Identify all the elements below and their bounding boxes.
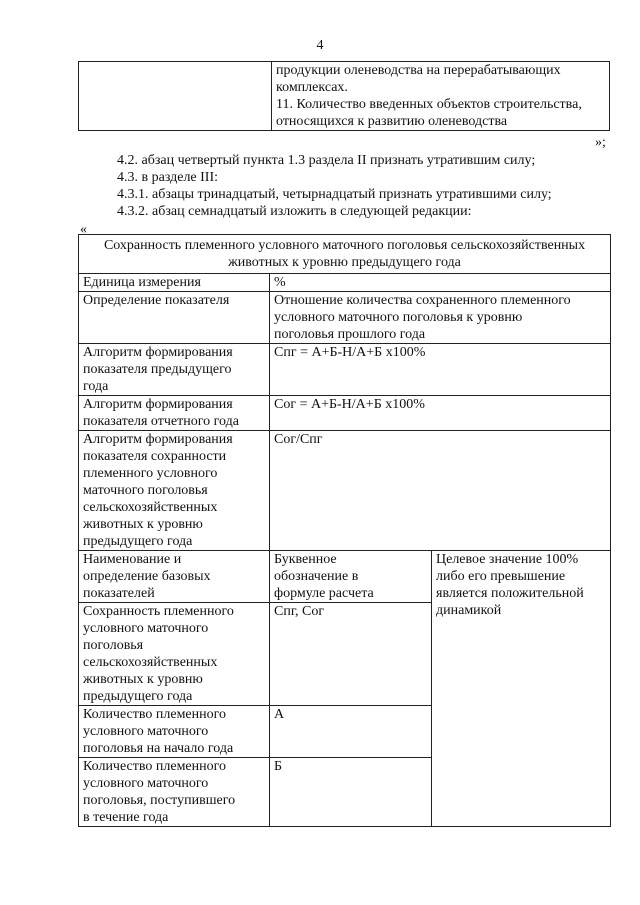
table-row — [79, 431, 611, 551]
text-line: Целевое значение 100% — [436, 552, 579, 567]
text-line: относящихся к развитию оленеводства — [276, 114, 508, 129]
text-line: Алгоритм формирования — [83, 345, 233, 360]
text-line: формуле расчета — [274, 586, 374, 601]
continued-table-left-cell — [79, 62, 272, 131]
row-value — [270, 292, 611, 344]
indicator-title-line: животных к уровню предыдущего года — [228, 255, 461, 270]
text-line: условного маточного — [83, 621, 209, 636]
text-line: Спг, Сог — [274, 604, 325, 619]
text-line: года — [83, 379, 109, 394]
text-line: Наименование и — [83, 552, 182, 567]
row-value — [270, 396, 611, 431]
row-value — [270, 274, 611, 292]
text-line: маточного поголовья — [83, 483, 208, 498]
text-line: племенного условного — [83, 466, 218, 481]
text-line: показателя предыдущего — [83, 362, 232, 377]
text-line: Количество племенного — [83, 759, 227, 774]
text-line: обозначение в — [274, 569, 359, 584]
text-line: 11. Количество введенных объектов строительства, — [276, 97, 582, 112]
text-line: комплексах. — [276, 80, 348, 95]
base-row-name — [79, 603, 270, 706]
base-indicators-header-row — [79, 551, 611, 603]
target-value-cell — [432, 551, 611, 827]
base-row-symbol — [270, 758, 432, 827]
text-line: показателей — [83, 586, 155, 601]
base-header-symbol — [270, 551, 432, 603]
text-line: продукции оленеводства на перерабатывающих — [276, 63, 561, 78]
row-label — [79, 396, 270, 431]
closing-quote: »; — [595, 135, 606, 150]
indicator-table — [78, 234, 611, 827]
table-row — [79, 274, 611, 292]
row-value — [270, 344, 611, 396]
table-row — [79, 292, 611, 344]
text-line: Сог/Спг — [274, 432, 323, 447]
text-line: является положительной — [436, 586, 584, 601]
text-line: Алгоритм формирования — [83, 397, 233, 412]
base-row-symbol — [270, 706, 432, 758]
paragraph-4-3-1: 4.3.1. абзацы тринадцатый, четырнадцатый признать утратившими силу; — [117, 187, 552, 202]
text-line: Сохранность племенного — [83, 604, 234, 619]
text-line: Спг = А+Б-Н/А+Б х100% — [274, 345, 426, 360]
text-line: поголовья прошлого года — [274, 327, 426, 342]
text-line: Буквенное — [274, 552, 337, 567]
text-line: Определение показателя — [83, 293, 230, 308]
row-label — [79, 274, 270, 292]
text-line: показателя отчетного года — [83, 414, 239, 429]
text-line: Количество племенного — [83, 707, 227, 722]
text-line: Единица измерения — [83, 275, 201, 290]
text-line: в течение года — [83, 810, 169, 825]
text-line: поголовья на начало года — [83, 741, 234, 756]
paragraph-4-3-2: 4.3.2. абзац семнадцатый изложить в следующей редакции: — [117, 204, 472, 219]
base-row-symbol — [270, 603, 432, 706]
text-line: животных к уровню — [83, 517, 203, 532]
table-row — [79, 396, 611, 431]
paragraph-4-2: 4.2. абзац четвертый пункта 1.3 раздела II признать утратившим силу; — [117, 153, 536, 168]
text-line: Сог = А+Б-Н/А+Б х100% — [274, 397, 425, 412]
paragraph-4-3: 4.3. в разделе III: — [117, 170, 219, 185]
text-line: показателя сохранности — [83, 449, 227, 464]
text-line: животных к уровню — [83, 672, 203, 687]
base-header-name — [79, 551, 270, 603]
text-line: определение базовых — [83, 569, 211, 584]
row-value — [270, 431, 611, 551]
page-number: 4 — [316, 38, 324, 53]
text-line: Отношение количества сохраненного племенного — [274, 293, 571, 308]
text-line: Б — [274, 759, 283, 774]
text-line: условного маточного — [83, 776, 209, 791]
continued-table — [78, 61, 610, 131]
text-line: динамикой — [436, 603, 502, 618]
text-line: предыдущего года — [83, 534, 193, 549]
text-line: сельскохозяйственных — [83, 655, 218, 670]
table-row — [79, 344, 611, 396]
text-line: поголовья — [83, 638, 144, 653]
text-line: предыдущего года — [83, 689, 193, 704]
row-label — [79, 344, 270, 396]
indicator-title-cell — [79, 235, 611, 274]
text-line: условного маточного — [83, 724, 209, 739]
text-line: сельскохозяйственных — [83, 500, 218, 515]
base-row-name — [79, 758, 270, 827]
opening-quote: « — [80, 222, 87, 237]
text-line: поголовья, поступившего — [83, 793, 236, 808]
indicator-title-line: Сохранность племенного условного маточного поголовья сельскохозяйственных — [103, 238, 586, 253]
text-line: условного маточного поголовья к уровню — [274, 310, 523, 325]
base-row-name — [79, 706, 270, 758]
row-label — [79, 431, 270, 551]
text-line: % — [274, 275, 286, 290]
row-label — [79, 292, 270, 344]
continued-table-right-cell — [272, 62, 610, 131]
text-line: либо его превышение — [436, 569, 566, 584]
text-line: Алгоритм формирования — [83, 432, 233, 447]
text-line: А — [274, 707, 285, 722]
